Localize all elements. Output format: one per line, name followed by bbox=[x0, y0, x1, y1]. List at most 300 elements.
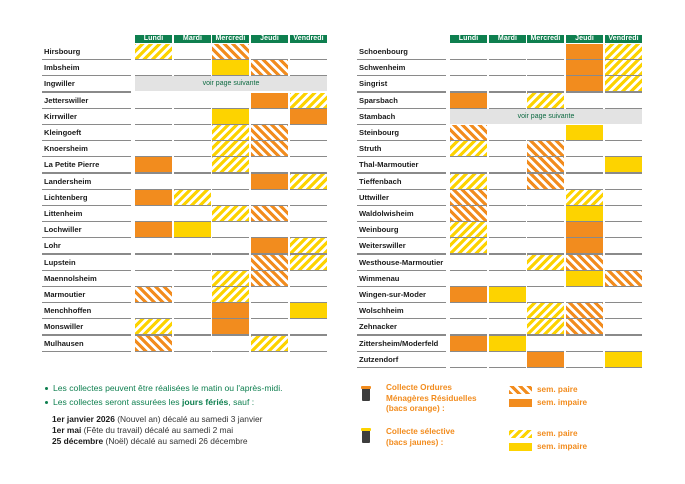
note-text-2b: , sauf : bbox=[228, 397, 255, 407]
cell-empty bbox=[566, 336, 603, 351]
bullet-dot-icon bbox=[45, 401, 48, 404]
cell-yellow-even bbox=[605, 60, 642, 75]
yellow-bin-icon bbox=[361, 428, 371, 443]
table-row bbox=[42, 255, 330, 271]
table-row bbox=[357, 157, 645, 173]
cell-empty bbox=[135, 206, 172, 221]
table-row bbox=[42, 271, 330, 287]
cell-empty bbox=[450, 157, 487, 172]
holiday-date: 25 décembre bbox=[52, 436, 104, 446]
table-row bbox=[357, 44, 645, 60]
row-divider bbox=[251, 351, 288, 352]
cell-empty bbox=[251, 109, 288, 124]
cell-empty bbox=[212, 174, 249, 189]
cell-orange-odd bbox=[527, 352, 564, 367]
cell-empty bbox=[174, 174, 211, 189]
row-divider bbox=[527, 367, 564, 368]
table-row bbox=[357, 206, 645, 222]
commune-name: Wimmenau bbox=[359, 273, 400, 283]
holiday-item bbox=[52, 414, 355, 425]
commune-name: Thal-Marmoutier bbox=[359, 160, 419, 170]
commune-name: Waldolwisheim bbox=[359, 209, 414, 218]
commune-name: Wolschheim bbox=[359, 306, 404, 316]
cell-empty bbox=[212, 238, 249, 253]
cell-orange-even bbox=[527, 157, 564, 172]
cell-empty bbox=[174, 206, 211, 221]
cell-orange-even bbox=[251, 60, 288, 75]
cell-empty bbox=[212, 255, 249, 270]
cell-empty bbox=[489, 93, 526, 108]
legend-yellow-odd-label: sem. impaire bbox=[537, 442, 588, 451]
cell-empty bbox=[251, 44, 288, 59]
row-divider bbox=[489, 367, 526, 368]
commune-name: Menchhoffen bbox=[44, 306, 92, 316]
cell-empty bbox=[489, 76, 526, 91]
cell-empty bbox=[135, 125, 172, 140]
cell-empty bbox=[135, 303, 172, 318]
cell-empty bbox=[489, 255, 526, 270]
cell-yellow-odd bbox=[174, 222, 211, 237]
swatch-yellow-even bbox=[509, 430, 532, 438]
day-header-lundi: Lundi bbox=[135, 35, 172, 43]
cell-empty bbox=[605, 255, 642, 270]
cell-empty bbox=[174, 319, 211, 334]
commune-name: Monswiller bbox=[44, 322, 84, 332]
cell-orange-even bbox=[450, 190, 487, 205]
cell-orange-odd bbox=[566, 60, 603, 75]
cell-empty bbox=[605, 287, 642, 302]
table-row bbox=[42, 206, 330, 222]
cell-orange-odd bbox=[566, 44, 603, 59]
holiday-detail: (Fête du travail) décalé au samedi 2 mai bbox=[81, 425, 234, 435]
day-header-mercredi: Mercredi bbox=[527, 35, 564, 43]
cell-yellow-even bbox=[212, 271, 249, 286]
holiday-detail: (Nouvel an) décalé au samedi 3 janvier bbox=[114, 414, 263, 424]
table-row bbox=[42, 287, 330, 303]
cell-yellow-odd bbox=[489, 336, 526, 351]
commune-name: Kirrwiller bbox=[44, 111, 77, 121]
table-row bbox=[357, 190, 645, 206]
cell-yellow-even bbox=[605, 76, 642, 91]
row-divider bbox=[605, 367, 642, 368]
cell-orange-even bbox=[251, 206, 288, 221]
commune-name: Lichtenberg bbox=[44, 192, 88, 202]
commune-name: Schoenbourg bbox=[359, 47, 408, 56]
legend-yellow-line-2: (bacs jaunes) : bbox=[386, 437, 444, 447]
row-divider bbox=[566, 367, 603, 368]
cell-empty bbox=[450, 303, 487, 318]
commune-name: Struth bbox=[359, 144, 382, 154]
cell-empty bbox=[527, 238, 564, 253]
cell-yellow-even bbox=[212, 125, 249, 140]
cell-empty bbox=[174, 271, 211, 286]
commune-name: Steinbourg bbox=[359, 128, 400, 137]
table-row bbox=[42, 336, 330, 352]
commune-name: Weinbourg bbox=[359, 225, 399, 235]
cell-empty bbox=[251, 157, 288, 172]
commune-name: Kleingoeft bbox=[44, 128, 82, 137]
cell-empty bbox=[212, 336, 249, 351]
cell-empty bbox=[489, 271, 526, 286]
cell-yellow-even bbox=[290, 174, 327, 189]
day-header-mercredi: Mercredi bbox=[212, 35, 249, 43]
commune-name: Wingen-sur-Moder bbox=[359, 290, 427, 299]
cell-orange-odd bbox=[290, 109, 327, 124]
cell-orange-even bbox=[251, 125, 288, 140]
cell-orange-odd bbox=[450, 336, 487, 351]
cell-empty bbox=[251, 319, 288, 334]
legend-orange-line-1: Collecte Ordures bbox=[386, 383, 452, 392]
legend-yellow-label bbox=[386, 427, 455, 448]
commune-name: Imbsheim bbox=[44, 63, 80, 73]
see-next-page-note: voir page suivante bbox=[135, 76, 327, 91]
cell-empty bbox=[290, 287, 327, 302]
cell-empty bbox=[135, 238, 172, 253]
cell-empty bbox=[212, 222, 249, 237]
cell-yellow-even bbox=[212, 141, 249, 156]
cell-orange-odd bbox=[212, 303, 249, 318]
table-row bbox=[42, 141, 330, 157]
cell-empty bbox=[605, 125, 642, 140]
legend-orange-line-2: Ménagères Résiduelles bbox=[386, 393, 477, 403]
day-header-jeudi: Jeudi bbox=[566, 35, 603, 43]
cell-yellow-odd bbox=[290, 303, 327, 318]
table-row bbox=[42, 93, 330, 109]
cell-orange-odd bbox=[450, 287, 487, 302]
cell-empty bbox=[290, 60, 327, 75]
cell-empty bbox=[212, 190, 249, 205]
cell-empty bbox=[605, 319, 642, 334]
cell-yellow-even bbox=[290, 93, 327, 108]
cell-empty bbox=[450, 76, 487, 91]
cell-empty bbox=[174, 287, 211, 302]
table-row bbox=[357, 271, 645, 287]
cell-yellow-even bbox=[135, 44, 172, 59]
commune-name: La Petite Pierre bbox=[44, 160, 100, 170]
cell-yellow-even bbox=[527, 255, 564, 270]
legend-orange-odd-label: sem. impaire bbox=[537, 398, 588, 407]
commune-name: Lupstein bbox=[44, 257, 76, 267]
cell-empty bbox=[489, 238, 526, 253]
cell-yellow-even bbox=[251, 336, 288, 351]
cell-yellow-odd bbox=[605, 352, 642, 367]
cell-orange-even bbox=[251, 271, 288, 286]
cell-empty bbox=[290, 319, 327, 334]
table-row bbox=[357, 174, 645, 190]
table-row bbox=[42, 174, 330, 190]
cell-empty bbox=[489, 125, 526, 140]
cell-empty bbox=[290, 271, 327, 286]
commune-name: Hirsbourg bbox=[44, 47, 81, 56]
cell-empty bbox=[174, 60, 211, 75]
cell-empty bbox=[605, 141, 642, 156]
cell-yellow-odd bbox=[566, 125, 603, 140]
commune-name: Zehnacker bbox=[359, 322, 397, 332]
table-row bbox=[357, 93, 645, 109]
cell-empty bbox=[135, 141, 172, 156]
cell-orange-even bbox=[135, 287, 172, 302]
cell-orange-even bbox=[251, 141, 288, 156]
commune-name: Tieffenbach bbox=[359, 176, 402, 186]
cell-empty bbox=[450, 255, 487, 270]
cell-orange-odd bbox=[135, 222, 172, 237]
cell-empty bbox=[290, 157, 327, 172]
cell-orange-odd bbox=[450, 93, 487, 108]
cell-empty bbox=[290, 190, 327, 205]
cell-yellow-even bbox=[527, 319, 564, 334]
cell-empty bbox=[566, 287, 603, 302]
cell-yellow-even bbox=[450, 174, 487, 189]
commune-name: Landersheim bbox=[44, 176, 92, 186]
table-row bbox=[357, 125, 645, 141]
cell-empty bbox=[489, 319, 526, 334]
cell-yellow-even bbox=[212, 206, 249, 221]
table-row bbox=[42, 60, 330, 76]
holiday-item bbox=[52, 436, 355, 447]
cell-empty bbox=[489, 141, 526, 156]
commune-name: Littenheim bbox=[44, 209, 83, 218]
cell-yellow-odd bbox=[605, 157, 642, 172]
table-row bbox=[42, 44, 330, 60]
cell-yellow-even bbox=[174, 190, 211, 205]
cell-yellow-odd bbox=[489, 287, 526, 302]
row-divider bbox=[42, 351, 131, 352]
notes-section bbox=[45, 381, 355, 447]
cell-empty bbox=[450, 60, 487, 75]
cell-yellow-even bbox=[290, 238, 327, 253]
cell-empty bbox=[489, 157, 526, 172]
holiday-list bbox=[52, 414, 355, 447]
cell-orange-even bbox=[450, 125, 487, 140]
cell-orange-even bbox=[566, 255, 603, 270]
cell-empty bbox=[489, 206, 526, 221]
commune-name: Lohr bbox=[44, 241, 61, 251]
cell-empty bbox=[174, 238, 211, 253]
cell-empty bbox=[450, 271, 487, 286]
table-row bbox=[357, 222, 645, 238]
legend bbox=[357, 380, 627, 470]
cell-empty bbox=[527, 125, 564, 140]
cell-yellow-even bbox=[605, 44, 642, 59]
commune-name: Westhouse-Marmoutier bbox=[359, 257, 444, 267]
commune-name: Maennolsheim bbox=[44, 273, 97, 283]
day-header-mardi: Mardi bbox=[489, 35, 526, 43]
cell-empty bbox=[135, 255, 172, 270]
cell-empty bbox=[251, 303, 288, 318]
cell-empty bbox=[450, 44, 487, 59]
cell-orange-odd bbox=[251, 238, 288, 253]
legend-orange-even-label: sem. paire bbox=[537, 385, 578, 394]
table-row bbox=[357, 336, 645, 352]
cell-yellow-even bbox=[212, 287, 249, 302]
table-row bbox=[42, 109, 330, 125]
cell-orange-odd bbox=[212, 319, 249, 334]
note-text-2-bold: jours fériés bbox=[181, 397, 229, 407]
cell-yellow-even bbox=[527, 303, 564, 318]
table-row bbox=[357, 60, 645, 76]
cell-yellow-even bbox=[527, 93, 564, 108]
table-row bbox=[357, 141, 645, 157]
holiday-date: 1er mai bbox=[52, 425, 82, 435]
cell-empty bbox=[135, 109, 172, 124]
cell-yellow-even bbox=[450, 141, 487, 156]
commune-name: Zittersheim/Moderfeld bbox=[359, 338, 439, 348]
cell-empty bbox=[527, 60, 564, 75]
cell-empty bbox=[135, 93, 172, 108]
holiday-item bbox=[52, 425, 355, 436]
cell-orange-even bbox=[135, 336, 172, 351]
cell-orange-odd bbox=[251, 93, 288, 108]
cell-orange-even bbox=[212, 44, 249, 59]
commune-name: Knoersheim bbox=[44, 144, 88, 154]
cell-empty bbox=[566, 93, 603, 108]
legend-orange-line-3: (bacs orange) : bbox=[386, 404, 445, 413]
cell-orange-even bbox=[527, 141, 564, 156]
day-header-jeudi: Jeudi bbox=[251, 35, 288, 43]
cell-empty bbox=[450, 319, 487, 334]
cell-empty bbox=[212, 93, 249, 108]
cell-orange-odd bbox=[135, 157, 172, 172]
cell-empty bbox=[450, 352, 487, 367]
cell-empty bbox=[135, 271, 172, 286]
cell-empty bbox=[251, 190, 288, 205]
commune-name: Zutzendorf bbox=[359, 354, 399, 364]
cell-empty bbox=[290, 336, 327, 351]
cell-empty bbox=[174, 93, 211, 108]
cell-empty bbox=[489, 174, 526, 189]
day-header-mardi: Mardi bbox=[174, 35, 211, 43]
cell-yellow-even bbox=[212, 157, 249, 172]
cell-empty bbox=[135, 174, 172, 189]
cell-orange-even bbox=[251, 255, 288, 270]
cell-yellow-even bbox=[450, 238, 487, 253]
cell-empty bbox=[489, 60, 526, 75]
table-row bbox=[357, 287, 645, 303]
day-header-vendredi: Vendredi bbox=[605, 35, 642, 43]
table-row bbox=[42, 76, 330, 92]
cell-empty bbox=[251, 222, 288, 237]
cell-empty bbox=[605, 222, 642, 237]
table-row bbox=[357, 109, 645, 125]
cell-empty bbox=[527, 206, 564, 221]
table-row bbox=[357, 76, 645, 92]
cell-empty bbox=[527, 222, 564, 237]
cell-empty bbox=[489, 44, 526, 59]
cell-orange-odd bbox=[566, 238, 603, 253]
swatch-orange-even bbox=[509, 386, 532, 394]
cell-empty bbox=[605, 174, 642, 189]
cell-orange-even bbox=[566, 303, 603, 318]
cell-empty bbox=[174, 336, 211, 351]
commune-name: Schwenheim bbox=[359, 63, 406, 73]
cell-yellow-odd bbox=[212, 109, 249, 124]
cell-yellow-even bbox=[135, 319, 172, 334]
cell-empty bbox=[527, 76, 564, 91]
cell-empty bbox=[489, 303, 526, 318]
table-row bbox=[42, 157, 330, 173]
cell-yellow-even bbox=[450, 222, 487, 237]
commune-name: Mulhausen bbox=[44, 338, 84, 348]
cell-empty bbox=[489, 352, 526, 367]
commune-name: Weiterswiller bbox=[359, 241, 406, 251]
cell-empty bbox=[174, 255, 211, 270]
legend-yellow-even-label: sem. paire bbox=[537, 429, 578, 438]
swatch-yellow-odd bbox=[509, 443, 532, 451]
bullet-dot-icon bbox=[45, 387, 48, 390]
cell-yellow-odd bbox=[566, 271, 603, 286]
cell-yellow-odd bbox=[566, 206, 603, 221]
table-row bbox=[42, 319, 330, 335]
cell-empty bbox=[605, 336, 642, 351]
cell-empty bbox=[489, 190, 526, 205]
cell-empty bbox=[174, 141, 211, 156]
note-bullet-1 bbox=[45, 381, 355, 395]
cell-empty bbox=[290, 44, 327, 59]
cell-orange-odd bbox=[251, 174, 288, 189]
cell-empty bbox=[174, 44, 211, 59]
cell-empty bbox=[135, 60, 172, 75]
cell-empty bbox=[174, 157, 211, 172]
cell-empty bbox=[605, 93, 642, 108]
note-bullet-2 bbox=[45, 395, 355, 409]
table-row bbox=[357, 319, 645, 335]
legend-yellow-line-1: Collecte sélective bbox=[386, 427, 455, 436]
commune-name: Jetterswiller bbox=[44, 95, 89, 105]
cell-empty bbox=[290, 222, 327, 237]
cell-empty bbox=[527, 44, 564, 59]
cell-empty bbox=[290, 125, 327, 140]
cell-empty bbox=[174, 125, 211, 140]
row-divider bbox=[212, 351, 249, 352]
see-next-page-note: voir page suivante bbox=[450, 109, 642, 124]
row-divider bbox=[135, 351, 172, 352]
cell-empty bbox=[527, 336, 564, 351]
cell-empty bbox=[527, 287, 564, 302]
table-row bbox=[42, 238, 330, 254]
cell-orange-even bbox=[566, 319, 603, 334]
commune-name: Sparsbach bbox=[359, 95, 398, 105]
cell-empty bbox=[605, 303, 642, 318]
table-row bbox=[42, 125, 330, 141]
table-row bbox=[357, 238, 645, 254]
commune-name: Uttwiller bbox=[359, 192, 389, 202]
day-header-vendredi: Vendredi bbox=[290, 35, 327, 43]
commune-name: Stambach bbox=[359, 111, 396, 121]
cell-empty bbox=[566, 174, 603, 189]
swatch-orange-odd bbox=[509, 399, 532, 407]
orange-bin-icon bbox=[361, 386, 371, 401]
commune-name: Singrist bbox=[359, 79, 388, 89]
table-row bbox=[357, 352, 645, 368]
cell-orange-even bbox=[605, 271, 642, 286]
table-row bbox=[42, 190, 330, 206]
row-divider bbox=[290, 351, 327, 352]
cell-empty bbox=[605, 190, 642, 205]
commune-name: Lochwiller bbox=[44, 225, 82, 235]
cell-empty bbox=[527, 190, 564, 205]
cell-orange-even bbox=[450, 206, 487, 221]
cell-empty bbox=[566, 157, 603, 172]
cell-empty bbox=[489, 222, 526, 237]
cell-yellow-even bbox=[566, 190, 603, 205]
cell-empty bbox=[566, 141, 603, 156]
cell-empty bbox=[251, 287, 288, 302]
commune-name: Marmoutier bbox=[44, 290, 86, 299]
cell-yellow-even bbox=[290, 255, 327, 270]
note-text-2a: Les collectes seront assurées les bbox=[53, 397, 182, 407]
day-header-lundi: Lundi bbox=[450, 35, 487, 43]
legend-orange-label bbox=[386, 383, 477, 415]
